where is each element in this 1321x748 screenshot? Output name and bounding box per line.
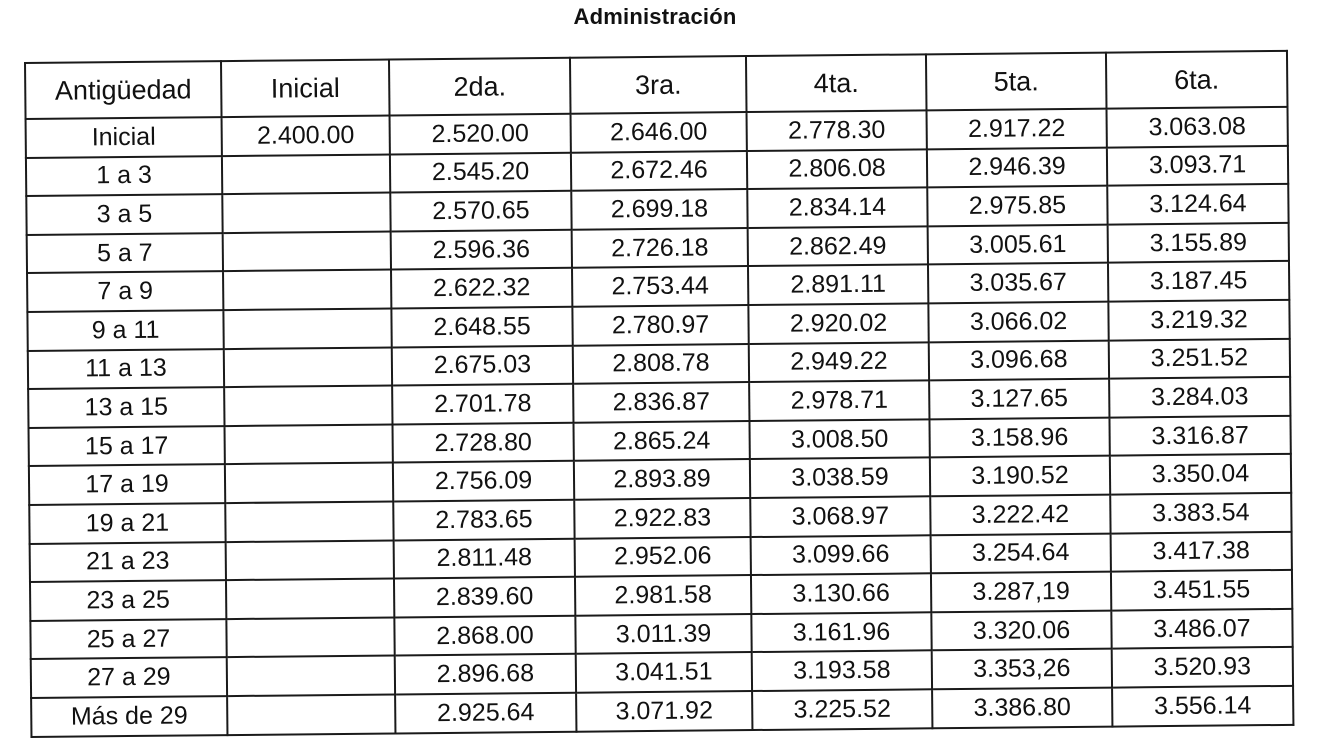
salary-cell: 2.778.30 [747, 110, 927, 150]
salary-cell: 3.005.61 [928, 224, 1108, 264]
column-header: 5ta. [926, 53, 1107, 111]
salary-cell: 2.726.18 [572, 228, 748, 268]
column-header: 6ta. [1106, 51, 1288, 109]
salary-cell: 3.130.66 [751, 573, 931, 613]
salary-cell: 2.891.11 [748, 265, 928, 305]
seniority-cell: 3 a 5 [26, 194, 222, 234]
salary-cell [224, 386, 392, 426]
seniority-cell: 5 a 7 [27, 233, 223, 273]
salary-cell: 2.596.36 [391, 230, 572, 270]
salary-cell: 3.284.03 [1109, 377, 1290, 417]
salary-cell: 3.071.92 [576, 691, 752, 731]
column-header: Inicial [221, 59, 390, 117]
salary-cell: 3.161.96 [751, 612, 931, 652]
salary-cell: 2.865.24 [573, 421, 749, 461]
salary-cell: 3.124.64 [1107, 184, 1288, 224]
salary-cell: 2.701.78 [392, 384, 573, 424]
salary-cell: 2.981.58 [575, 575, 751, 615]
salary-cell: 3.251.52 [1109, 338, 1290, 378]
salary-cell [222, 154, 390, 194]
salary-cell [224, 347, 392, 387]
salary-cell: 2.808.78 [573, 344, 749, 384]
seniority-cell: 11 a 13 [28, 349, 224, 389]
salary-cell: 2.952.06 [575, 537, 751, 577]
seniority-cell: 21 a 23 [30, 542, 226, 582]
salary-cell: 3.225.52 [752, 689, 932, 729]
salary-cell: 2.922.83 [574, 498, 750, 538]
salary-cell: 2.622.32 [391, 268, 572, 308]
salary-cell: 3.066.02 [928, 302, 1108, 342]
salary-cell: 3.155.89 [1108, 223, 1289, 263]
salary-cell [226, 617, 394, 657]
salary-cell: 3.520.93 [1112, 647, 1293, 687]
salary-cell: 2.545.20 [390, 152, 571, 192]
salary-cell: 2.675.03 [392, 345, 573, 385]
salary-cell: 3.320.06 [931, 610, 1111, 650]
salary-table-container [24, 50, 1292, 738]
salary-cell: 3.451.55 [1111, 570, 1292, 610]
seniority-cell: Inicial [26, 117, 222, 157]
salary-cell: 3.386.80 [932, 687, 1112, 727]
salary-cell: 2.920.02 [748, 303, 928, 343]
salary-cell [225, 424, 393, 464]
salary-cell: 2.672.46 [571, 151, 747, 191]
salary-cell: 3.190.52 [930, 456, 1110, 496]
salary-cell: 2.862.49 [748, 226, 928, 266]
salary-cell: 3.035.67 [928, 263, 1108, 303]
seniority-cell: 1 a 3 [26, 156, 222, 196]
salary-cell: 2.811.48 [394, 538, 575, 578]
seniority-cell: Más de 29 [31, 696, 227, 736]
salary-cell: 2.806.08 [747, 149, 927, 189]
seniority-cell: 7 a 9 [27, 271, 223, 311]
seniority-cell: 15 a 17 [29, 426, 225, 466]
salary-cell: 3.383.54 [1110, 493, 1291, 533]
salary-cell [226, 540, 394, 580]
column-header: 3ra. [570, 56, 747, 114]
salary-cell: 2.699.18 [571, 189, 747, 229]
salary-cell: 3.350.04 [1110, 454, 1291, 494]
salary-cell: 3.222.42 [930, 495, 1110, 535]
seniority-cell: 9 a 11 [27, 310, 223, 350]
salary-cell: 2.868.00 [394, 615, 575, 655]
seniority-cell: 17 a 19 [29, 464, 225, 504]
salary-cell: 3.287,19 [931, 572, 1111, 612]
salary-cell: 3.099.66 [751, 535, 931, 575]
salary-table [24, 50, 1294, 738]
salary-cell [225, 463, 393, 503]
salary-cell: 3.316.87 [1109, 416, 1290, 456]
salary-cell: 3.219.32 [1108, 300, 1289, 340]
salary-cell: 2.893.89 [574, 459, 750, 499]
salary-cell: 2.975.85 [927, 186, 1107, 226]
salary-cell: 3.158.96 [929, 417, 1109, 457]
salary-cell: 2.648.55 [391, 307, 572, 347]
salary-cell: 2.946.39 [927, 147, 1107, 187]
salary-cell: 2.753.44 [572, 266, 748, 306]
salary-cell: 3.127.65 [929, 379, 1109, 419]
salary-cell: 3.187.45 [1108, 261, 1289, 301]
salary-cell: 2.728.80 [392, 422, 573, 462]
salary-cell: 3.096.68 [929, 340, 1109, 380]
document-title: Administración [573, 4, 737, 29]
salary-cell: 2.570.65 [390, 191, 571, 231]
salary-cell [227, 694, 395, 734]
salary-cell: 3.008.50 [749, 419, 929, 459]
salary-cell [222, 193, 390, 233]
salary-cell: 3.063.08 [1106, 107, 1287, 147]
table-body [26, 107, 1294, 737]
seniority-cell: 23 a 25 [30, 580, 226, 620]
salary-cell [225, 501, 393, 541]
salary-cell: 2.896.68 [395, 654, 576, 694]
seniority-cell: 25 a 27 [30, 619, 226, 659]
column-header: 4ta. [746, 54, 927, 112]
salary-cell: 2.520.00 [390, 114, 571, 154]
salary-cell: 3.041.51 [576, 652, 752, 692]
salary-cell: 3.486.07 [1111, 609, 1292, 649]
salary-cell: 2.978.71 [749, 380, 929, 420]
seniority-cell: 27 a 29 [31, 657, 227, 697]
column-header: 2da. [389, 58, 571, 116]
salary-cell: 3.038.59 [750, 458, 930, 498]
salary-cell [223, 308, 391, 348]
salary-cell: 2.756.09 [393, 461, 574, 501]
salary-cell: 2.646.00 [571, 112, 747, 152]
salary-cell: 2.839.60 [394, 577, 575, 617]
column-header: Antigüedad [25, 61, 222, 119]
salary-cell: 3.093.71 [1107, 145, 1288, 185]
salary-cell [227, 656, 395, 696]
seniority-cell: 13 a 15 [28, 387, 224, 427]
salary-cell: 3.353,26 [932, 649, 1112, 689]
salary-cell [226, 579, 394, 619]
salary-cell: 3.193.58 [752, 651, 932, 691]
salary-cell: 3.556.14 [1112, 686, 1293, 726]
salary-cell [223, 231, 391, 271]
salary-cell: 2.400.00 [222, 115, 390, 155]
salary-cell: 2.780.97 [572, 305, 748, 345]
salary-cell: 3.254.64 [931, 533, 1111, 573]
salary-cell: 3.011.39 [575, 614, 751, 654]
seniority-cell: 19 a 21 [29, 503, 225, 543]
salary-cell: 2.925.64 [395, 693, 576, 733]
salary-cell: 2.834.14 [747, 188, 927, 228]
salary-cell: 3.417.38 [1111, 531, 1292, 571]
salary-cell: 2.836.87 [573, 382, 749, 422]
salary-cell [223, 270, 391, 310]
salary-cell: 2.949.22 [749, 342, 929, 382]
salary-cell: 2.917.22 [927, 109, 1107, 149]
salary-cell: 3.068.97 [750, 496, 930, 536]
salary-cell: 2.783.65 [393, 500, 574, 540]
